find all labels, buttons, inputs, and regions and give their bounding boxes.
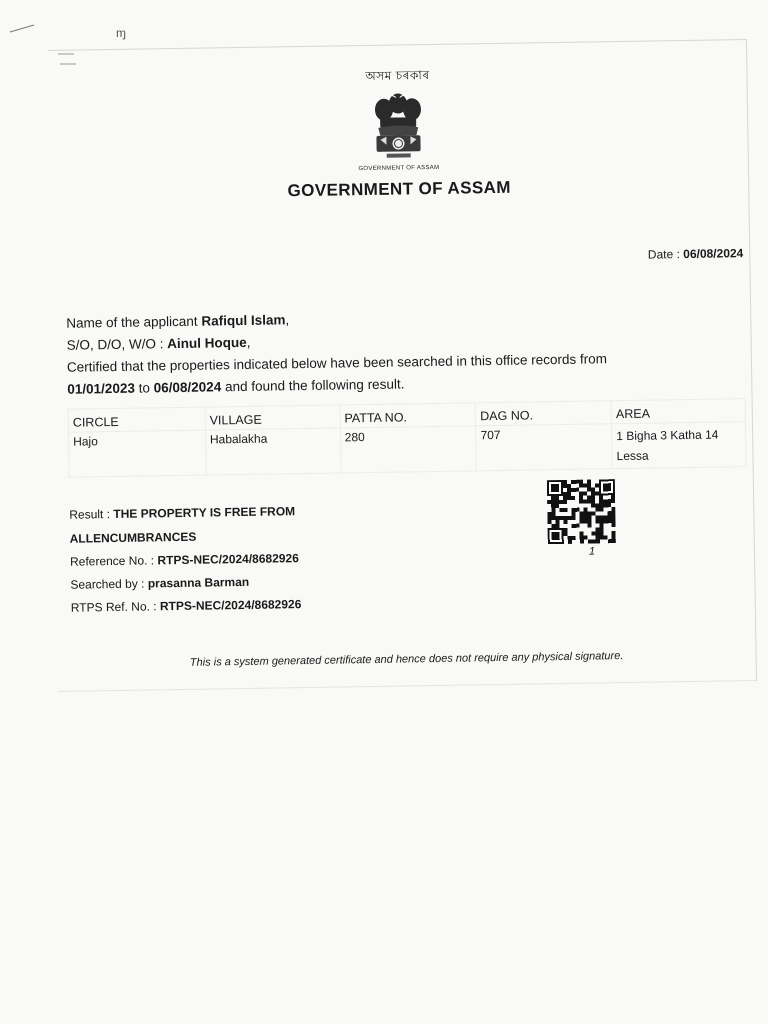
qr-caption: 1 <box>588 545 596 558</box>
relation-label: S/O, D/O, W/O : <box>66 336 164 353</box>
certificate-header <box>48 62 748 205</box>
col-header-circle: CIRCLE <box>68 407 205 432</box>
date-value: 06/08/2024 <box>683 246 744 262</box>
to-text: to <box>138 380 151 396</box>
from-date: 01/01/2023 <box>67 380 136 397</box>
assamese-title: অসম চৰকাৰ <box>365 68 430 84</box>
searched-by: prasanna Barman <box>147 574 250 591</box>
result-value: THE PROPERTY IS FREE FROM ALLENCUMBRANCES <box>69 504 296 546</box>
search-result <box>69 499 331 620</box>
table-row <box>69 422 747 478</box>
applicant-details <box>66 303 707 401</box>
footer-note: This is a system generated certificate and hence does not require any physical signature. <box>189 650 624 669</box>
applicant-name-line: Name of the applicant Rafiqul Islam, <box>66 312 290 331</box>
searched-by-label: Searched by : <box>70 576 145 592</box>
col-header-area: AREA <box>611 399 745 424</box>
cell-area: 1 Bigha 3 Katha 14 Lessa <box>612 422 747 469</box>
rtps-label: RTPS Ref. No. : <box>70 599 157 615</box>
qr-code <box>547 479 616 544</box>
date-label: Date : <box>647 247 680 262</box>
col-header-village: VILLAGE <box>205 405 340 430</box>
emblem-caption: GOVERNMENT OF ASSAM <box>358 164 440 173</box>
result-line <box>69 499 330 551</box>
scan-mark-corner: ɱ <box>116 26 126 40</box>
ashoka-emblem-icon <box>366 89 431 168</box>
result-intro: and found the following result. <box>224 376 405 395</box>
col-header-patta: PATTA NO. <box>340 403 476 428</box>
to-date: 06/08/2024 <box>153 379 222 396</box>
applicant-name-label: Name of the applicant <box>66 313 198 331</box>
certificate <box>48 39 757 692</box>
applicant-name: Rafiqul Islam <box>201 312 286 329</box>
rtps-ref: RTPS-NEC/2024/8682926 <box>159 597 302 614</box>
certify-line: Certified that the properties indicated below have been searched in this office records from <box>66 351 608 375</box>
reference-line <box>70 547 330 574</box>
reference-no: RTPS-NEC/2024/8682926 <box>157 551 299 568</box>
reference-label: Reference No. : <box>69 553 155 569</box>
result-label: Result : <box>69 507 111 522</box>
scan-mark-line <box>8 22 38 34</box>
relation-name: Ainul Hoque <box>167 334 247 352</box>
rtps-line <box>71 593 331 620</box>
cell-circle: Hajo <box>69 430 206 477</box>
cell-village: Habalakha <box>205 428 341 475</box>
property-table <box>68 398 747 478</box>
col-header-dag: DAG NO. <box>476 401 612 426</box>
cell-dag: 707 <box>476 424 612 471</box>
page-title: GOVERNMENT OF ASSAM <box>287 177 511 201</box>
cell-patta: 280 <box>340 426 476 473</box>
relation-line: S/O, D/O, W/O : Ainul Hoque, <box>66 334 251 353</box>
certificate-date <box>648 246 744 261</box>
